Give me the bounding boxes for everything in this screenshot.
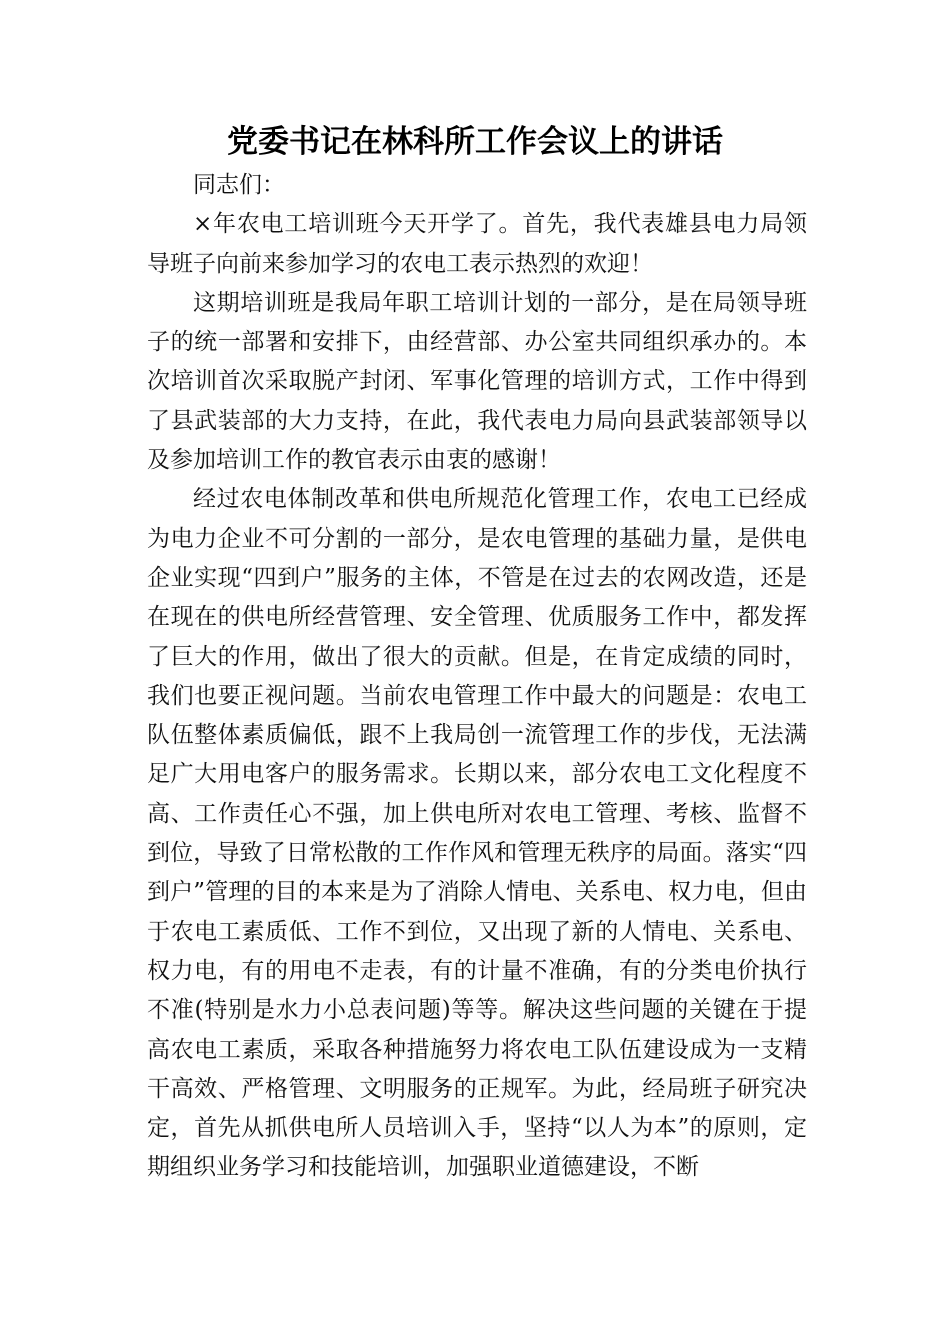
document-body — [147, 166, 807, 1188]
salutation: 同志们： — [193, 172, 285, 198]
paragraph-3: 经过农电体制改革和供电所规范化管理工作，农电工已经成为电力企业不可分割的一部分，是农电管理的基础力量，是供电企业实现“四到户”服务的主体，不管是在过去的农网改造，还是在现在的供电所经营管理、安全管理、优质服务工作中，都发挥了巨大的作用，做出了很大的贡献。但是，在肯定成绩的同时，我们也要正视问题。当前农电管理工作中最大的问题是：农电工队伍整体素质偏低，跟不上我局创一流管理工作的步伐，无法满足广大用电客户的服务需求。长期以来，部分农电工文化程度不高、工作责任心不强，加上供电所对农电工管理、考核、监督不到位，导致了日常松散的工作作风和管理无秩序的局面。落实“四到户”管理的目的本来是为了消除人情电、关系电、权力电，但由于农电工素质低、工作不到位，又出现了新的人情电、关系电、权力电，有的用电不走表，有的计量不准确，有的分类电价执行不准(特别是水力小总表问题)等等。解决这些问题的关键在于提高农电工素质，采取各种措施努力将农电工队伍建设成为一支精干高效、严格管理、文明服务的正规军。为此，经局班子研究决定，首先从抓供电所人员培训入手，坚持“以人为本”的原则，定期组织业务学习和技能培训，加强职业道德建设，不断 — [147, 486, 807, 1181]
paragraph-1: ×年农电工培训班今天开学了。首先，我代表雄县电力局领导班子向前来参加学习的农电工表示热烈的欢迎！ — [147, 211, 807, 277]
paragraph-2: 这期培训班是我局年职工培训计划的一部分，是在局领导班子的统一部署和安排下，由经营部、办公室共同组织承办的。本次培训首次采取脱产封闭、军事化管理的培训方式，工作中得到了县武装部的大力支持，在此，我代表电力局向县武装部领导以及参加培训工作的教官表示由衷的感谢！ — [147, 289, 807, 474]
document-title: 党委书记在林科所工作会议上的讲话 — [227, 124, 723, 160]
